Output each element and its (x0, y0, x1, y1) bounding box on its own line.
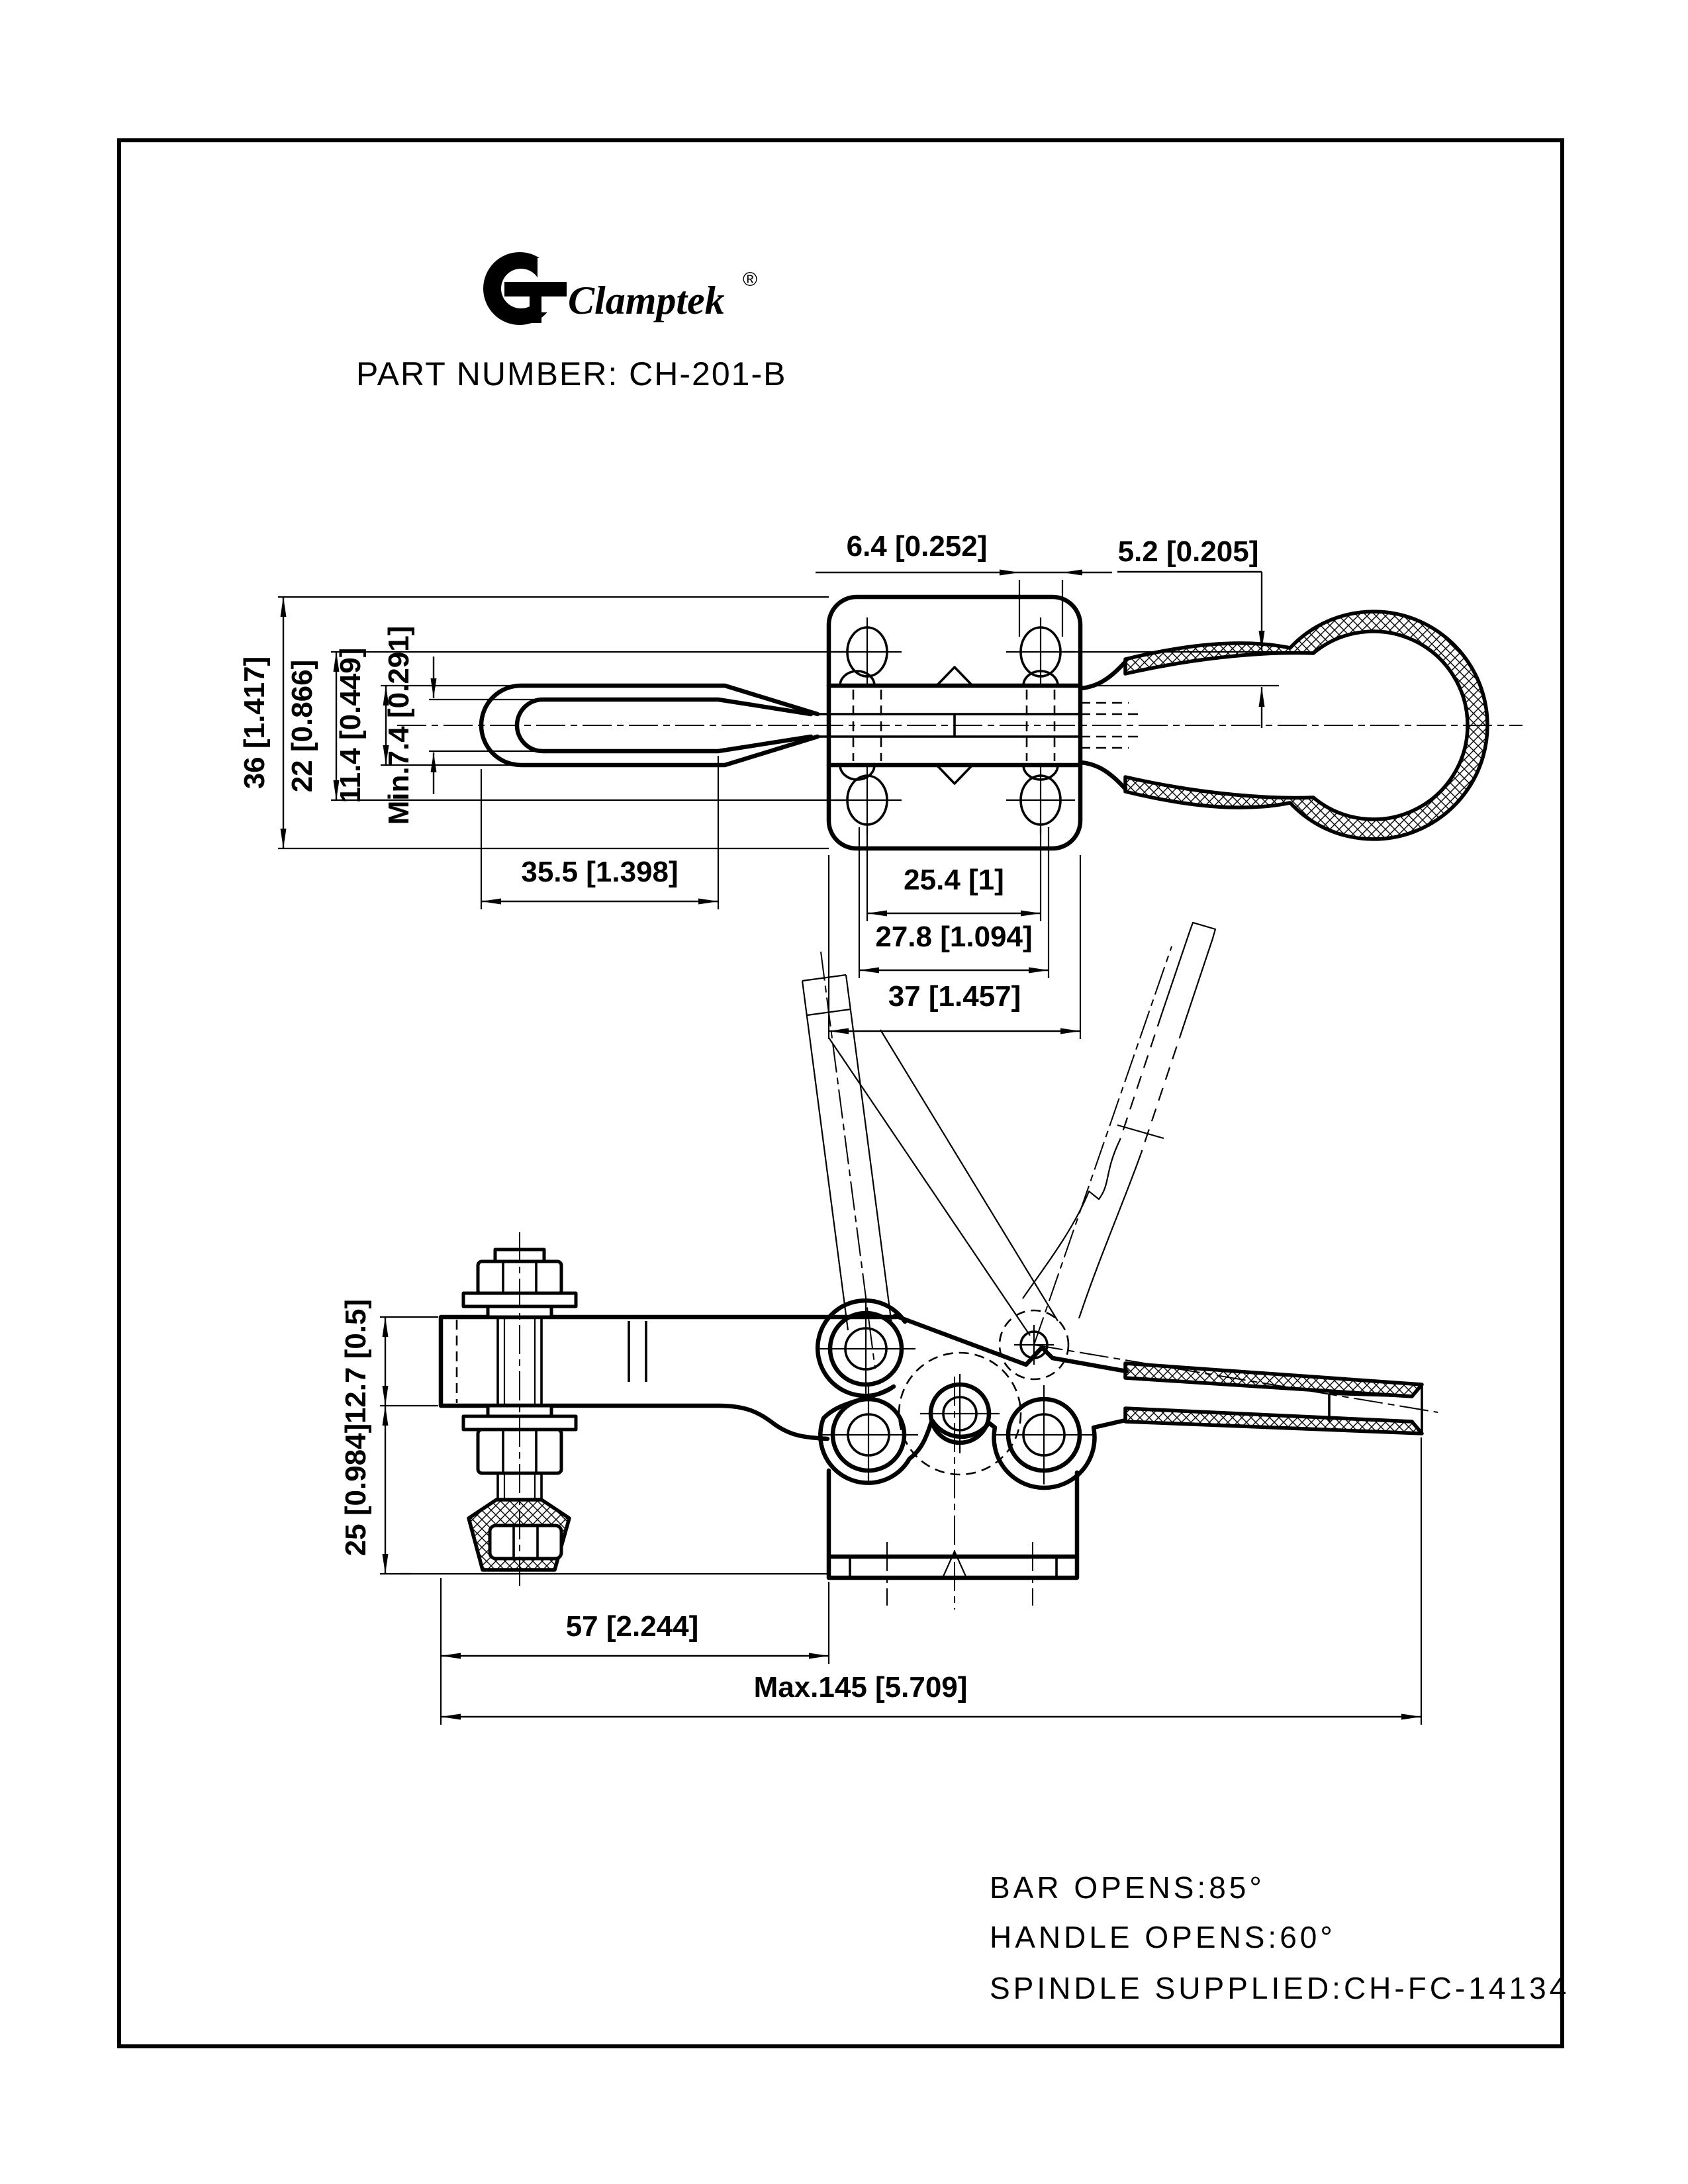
part-number-label: PART NUMBER: CH-201-B (356, 355, 787, 392)
svg-text:25 [0.984]: 25 [0.984] (340, 1423, 372, 1557)
svg-text:6.4 [0.252]: 6.4 [0.252] (846, 530, 988, 563)
note-handle-opens: HANDLE OPENS:60° (990, 1920, 1336, 1954)
dim-clamp-h (340, 1406, 410, 1574)
svg-text:11.4 [0.449]: 11.4 [0.449] (334, 647, 367, 803)
svg-text:Min.7.4 [0.291]: Min.7.4 [0.291] (383, 625, 415, 825)
svg-text:25.4 [1]: 25.4 [1] (904, 864, 1004, 896)
dim-base-len (441, 1578, 829, 1664)
title-block (356, 252, 786, 392)
dim-hole-v (286, 652, 847, 800)
clamptek-logo-mark (483, 252, 569, 325)
note-spindle: SPINDLE SUPPLIED:CH-FC-14134 (990, 1971, 1570, 2005)
dim-max-len (441, 1437, 1421, 1725)
svg-text:35.5 [1.398]: 35.5 [1.398] (521, 856, 679, 888)
lever-open-phantom (829, 1030, 1058, 1336)
registered-mark: ® (743, 269, 758, 291)
spindle-assembly (463, 1232, 576, 1591)
dim-bar-slot-len (481, 756, 718, 909)
foot-hex-nut (490, 1525, 561, 1559)
sheet-border (119, 140, 1562, 2046)
dim-slot-len (816, 530, 1112, 637)
svg-text:Max.145 [5.709]: Max.145 [5.709] (753, 1671, 968, 1704)
svg-text:5.2 [0.205]: 5.2 [0.205] (1117, 535, 1259, 568)
svg-text:27.8 [1.094]: 27.8 [1.094] (875, 921, 1033, 953)
top-view (238, 530, 1523, 1039)
handle-lever (895, 1316, 1127, 1371)
svg-text:22 [0.866]: 22 [0.866] (286, 659, 318, 793)
notes-block (990, 1870, 1570, 2005)
svg-text:57 [2.244]: 57 [2.244] (565, 1610, 699, 1643)
dim-bar-t (340, 1299, 438, 1424)
dim-slot-w (1064, 535, 1279, 728)
svg-text:36 [1.417]: 36 [1.417] (238, 656, 271, 790)
dim-overall-h (238, 597, 829, 848)
dim-hole-h (867, 827, 1041, 921)
svg-text:12.7 [0.5]: 12.7 [0.5] (340, 1298, 372, 1424)
svg-text:37 [1.457]: 37 [1.457] (888, 980, 1021, 1013)
note-bar-opens: BAR OPENS:85° (990, 1870, 1265, 1905)
side-view (340, 923, 1438, 1725)
brand-name: Clamptek (568, 279, 725, 322)
